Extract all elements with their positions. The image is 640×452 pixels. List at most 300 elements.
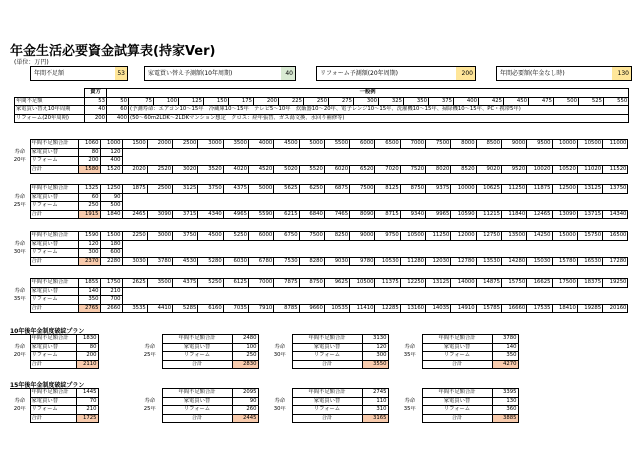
value-cell: 7910: [248, 304, 273, 313]
blank-cell: [375, 193, 400, 202]
value-cell: 150: [204, 97, 229, 106]
value-cell: 9340: [400, 210, 425, 219]
value-cell: 200: [254, 97, 279, 106]
blank-cell: [122, 193, 147, 202]
value-cell: 3520: [198, 165, 223, 174]
value-cell: 8715: [375, 210, 400, 219]
row-label: 家電買い替: [422, 397, 492, 406]
value-cell: 110: [362, 397, 388, 406]
row-label: 家電買い替: [292, 343, 362, 352]
row-label: 年間不足額合計: [30, 335, 76, 344]
value-cell: 300: [354, 97, 379, 106]
blank-cell: [552, 287, 577, 296]
blank-cell: [299, 296, 324, 305]
value-cell: 5250: [198, 279, 223, 288]
blank-cell: [501, 287, 526, 296]
blank-cell: [198, 249, 223, 258]
row-label: リフォーム: [30, 157, 78, 166]
blank-cell: [173, 287, 198, 296]
blank-cell: [476, 148, 501, 157]
plan10-table: [398, 334, 519, 369]
value-cell: 200: [85, 114, 107, 123]
blank-cell: [198, 202, 223, 211]
value-cell: 2830: [232, 360, 258, 369]
blank-cell: [400, 193, 425, 202]
value-cell: 1590: [78, 232, 100, 241]
blank-cell: [527, 157, 552, 166]
row-label: 合計: [292, 414, 362, 423]
value-cell: 16500: [603, 232, 628, 241]
plan15-table: [398, 388, 519, 423]
value-cell: 2745: [362, 389, 388, 398]
input-value[interactable]: 130: [612, 67, 631, 80]
blank-cell: [451, 148, 476, 157]
blank-cell: [603, 148, 628, 157]
blank-cell: [274, 296, 299, 305]
blank-cell: [122, 296, 147, 305]
age-label: 20年: [13, 406, 26, 413]
value-cell: 12030: [426, 257, 451, 266]
value-cell: 9520: [501, 165, 526, 174]
value-cell: 1520: [100, 165, 122, 174]
value-cell: 3130: [362, 335, 388, 344]
blank-cell: [147, 148, 172, 157]
value-cell: 13500: [501, 232, 526, 241]
value-cell: 1580: [78, 165, 100, 174]
blank-cell: [476, 249, 501, 258]
blank-cell: [451, 249, 476, 258]
blank-cell: [375, 287, 400, 296]
blank-cell: [173, 193, 198, 202]
value-cell: 13160: [400, 304, 425, 313]
blank-cell: [501, 148, 526, 157]
blank-cell: [476, 296, 501, 305]
blank-cell: [577, 296, 602, 305]
blank-cell: [375, 296, 400, 305]
blank-cell: [603, 296, 628, 305]
value-cell: 5020: [274, 165, 299, 174]
life-label: 寿命: [14, 148, 26, 155]
value-cell: 4965: [223, 210, 248, 219]
plan15-title: 15年後年金制度破綻プラン: [10, 382, 85, 389]
blank-cell: [268, 360, 292, 369]
blank-cell: [426, 296, 451, 305]
value-cell: 20160: [603, 304, 628, 313]
input-label: 家電買い替え予測額(10年周期): [145, 67, 283, 80]
header-general: 一般例: [107, 89, 629, 98]
blank-cell: [248, 148, 273, 157]
blank-cell: [198, 296, 223, 305]
value-cell: 8250: [324, 232, 349, 241]
age-label: 35年: [403, 406, 416, 413]
value-cell: 7530: [274, 257, 299, 266]
blank-cell: [603, 157, 628, 166]
value-cell: 1000: [100, 140, 122, 149]
value-cell: 2000: [147, 140, 172, 149]
blank-cell: [398, 360, 422, 369]
value-cell: 3000: [198, 140, 223, 149]
value-cell: 90: [100, 193, 122, 202]
value-cell: 7520: [400, 165, 425, 174]
blank-cell: [375, 249, 400, 258]
block-table-35: [10, 278, 628, 313]
input-value[interactable]: 200: [456, 67, 475, 80]
row-label: 合計: [30, 360, 76, 369]
blank-cell: [400, 157, 425, 166]
value-cell: 16530: [577, 257, 602, 266]
value-cell: 6000: [350, 140, 375, 149]
blank-cell: [147, 287, 172, 296]
value-cell: 7000: [248, 279, 273, 288]
blank-cell: [603, 287, 628, 296]
blank-cell: [299, 193, 324, 202]
value-cell: 1445: [76, 389, 98, 398]
value-cell: 5000: [299, 140, 324, 149]
input-value[interactable]: 53: [115, 67, 127, 80]
value-cell: 9780: [350, 257, 375, 266]
blank-cell: [274, 148, 299, 157]
value-cell: 19285: [577, 304, 602, 313]
blank-cell: [198, 287, 223, 296]
value-cell: 40: [85, 106, 107, 115]
value-cell: 13125: [577, 185, 602, 194]
value-cell: 7500: [426, 140, 451, 149]
value-cell: 75: [129, 97, 154, 106]
blank-cell: [577, 148, 602, 157]
input-annual-need[interactable]: [496, 66, 632, 81]
blank-cell: [122, 287, 147, 296]
blank-cell: [527, 249, 552, 258]
value-cell: 180: [100, 240, 122, 249]
row-label: 家電買い替: [30, 240, 78, 249]
value-cell: 2370: [78, 257, 100, 266]
age-label: 25年: [13, 202, 26, 209]
value-cell: 6250: [299, 185, 324, 194]
value-cell: 3780: [147, 257, 172, 266]
blank-cell: [426, 148, 451, 157]
value-cell: 14875: [476, 279, 501, 288]
value-cell: 2500: [147, 185, 172, 194]
row-label: 家電買い替: [30, 397, 76, 406]
blank-cell: [274, 193, 299, 202]
value-cell: 10520: [552, 165, 577, 174]
life-label: 寿命: [144, 343, 156, 350]
plan10-table: [10, 334, 99, 369]
input-label: リフォーム予測額(20年周期): [317, 67, 457, 80]
value-cell: 3020: [173, 165, 198, 174]
blank-cell: [122, 148, 147, 157]
blank-cell: [451, 287, 476, 296]
blank-cell: [552, 157, 577, 166]
plan15-table: [268, 388, 389, 423]
blank-cell: [350, 249, 375, 258]
value-cell: 2480: [232, 335, 258, 344]
row-label: 合計: [30, 210, 78, 219]
plan15-table: [138, 388, 259, 423]
value-cell: 2465: [122, 210, 147, 219]
value-cell: 10500: [400, 232, 425, 241]
value-cell: 3500: [223, 140, 248, 149]
value-cell: 7020: [375, 165, 400, 174]
blank-cell: [577, 287, 602, 296]
value-cell: 10625: [476, 185, 501, 194]
value-cell: 1725: [76, 414, 98, 423]
blank-cell: [10, 389, 30, 398]
value-cell: 200: [76, 352, 98, 361]
row-label: 合計: [30, 414, 76, 423]
row-label: 年間不足額合計: [292, 335, 362, 344]
value-cell: 400: [107, 114, 129, 123]
value-cell: 4500: [198, 232, 223, 241]
blank-cell: [324, 157, 349, 166]
blank-cell: [10, 185, 30, 194]
row-label: リフォーム: [30, 249, 78, 258]
value-cell: 9000: [350, 232, 375, 241]
blank-cell: [398, 389, 422, 398]
age-label: 35年: [13, 296, 26, 303]
blank-cell: [603, 202, 628, 211]
blank-cell: [122, 240, 147, 249]
value-cell: 250: [232, 352, 258, 361]
value-cell: 400: [454, 97, 479, 106]
row-label: 年間不足額合計: [162, 335, 232, 344]
value-cell: 17535: [527, 304, 552, 313]
blank-cell: [274, 249, 299, 258]
blank-cell: [15, 89, 85, 98]
row-label: 家電買い替え10年周期: [15, 106, 85, 115]
value-cell: 8280: [299, 257, 324, 266]
blank-cell: [527, 287, 552, 296]
value-cell: 14280: [501, 257, 526, 266]
value-cell: 6160: [198, 304, 223, 313]
input-appliance[interactable]: [144, 66, 296, 81]
value-cell: 1750: [100, 279, 122, 288]
blank-cell: [248, 202, 273, 211]
value-cell: 4270: [492, 360, 518, 369]
input-annual-shortfall[interactable]: [30, 66, 128, 81]
blank-cell: [147, 202, 172, 211]
row-label: 年間不足額合計: [30, 185, 78, 194]
value-cell: 4530: [173, 257, 198, 266]
value-cell: 12000: [451, 232, 476, 241]
value-cell: 5625: [274, 185, 299, 194]
blank-cell: [527, 193, 552, 202]
blank-cell: [603, 193, 628, 202]
value-cell: 3535: [122, 304, 147, 313]
value-cell: 450: [504, 97, 529, 106]
value-cell: 1915: [78, 210, 100, 219]
blank-cell: [426, 287, 451, 296]
blank-cell: [198, 148, 223, 157]
blank-cell: [501, 249, 526, 258]
age-label: 25年: [143, 406, 156, 413]
blank-cell: [299, 202, 324, 211]
blank-cell: [476, 240, 501, 249]
value-cell: 125: [179, 97, 204, 106]
blank-cell: [147, 296, 172, 305]
life-label: 寿命: [14, 343, 26, 350]
value-cell: 325: [379, 97, 404, 106]
blank-cell: [10, 165, 30, 174]
value-cell: 12750: [476, 232, 501, 241]
value-cell: 14250: [527, 232, 552, 241]
life-label: 寿命: [14, 240, 26, 247]
value-cell: 18410: [552, 304, 577, 313]
row-label: 家電買い替: [162, 397, 232, 406]
blank-cell: [603, 240, 628, 249]
blank-cell: [426, 157, 451, 166]
blank-cell: [198, 240, 223, 249]
value-cell: 7465: [324, 210, 349, 219]
blank-cell: [173, 202, 198, 211]
blank-cell: [451, 296, 476, 305]
value-cell: 7875: [274, 279, 299, 288]
plan10-title: 10年後年金制度破綻プラン: [10, 328, 85, 335]
row-label: 家電買い替: [30, 287, 78, 296]
value-cell: 6500: [375, 140, 400, 149]
value-cell: 3030: [122, 257, 147, 266]
value-cell: 12250: [400, 279, 425, 288]
blank-cell: [10, 210, 30, 219]
value-cell: 18375: [577, 279, 602, 288]
value-cell: 4500: [274, 140, 299, 149]
value-cell: 4520: [248, 165, 273, 174]
blank-cell: [350, 148, 375, 157]
blank-cell: [223, 249, 248, 258]
value-cell: 175: [229, 97, 254, 106]
blank-cell: [274, 240, 299, 249]
row-label: 合計: [292, 360, 362, 369]
blank-cell: [577, 157, 602, 166]
row-label: 合計: [30, 257, 78, 266]
blank-cell: [501, 296, 526, 305]
value-cell: 260: [232, 406, 258, 415]
blank-cell: [138, 389, 162, 398]
value-cell: 13715: [577, 210, 602, 219]
value-cell: 100: [232, 343, 258, 352]
value-cell: 10500: [350, 279, 375, 288]
blank-cell: [274, 287, 299, 296]
blank-cell: [10, 335, 30, 344]
value-cell: 11840: [501, 210, 526, 219]
value-cell: 350: [78, 296, 100, 305]
value-cell: 500: [100, 202, 122, 211]
row-label: 年間不足額合計: [422, 389, 492, 398]
value-cell: 120: [100, 148, 122, 157]
blank-cell: [350, 202, 375, 211]
value-cell: 8020: [426, 165, 451, 174]
blank-cell: [299, 287, 324, 296]
blank-cell: [375, 157, 400, 166]
value-cell: 14340: [603, 210, 628, 219]
value-cell: 3750: [198, 185, 223, 194]
value-cell: 5590: [248, 210, 273, 219]
value-cell: 425: [479, 97, 504, 106]
value-cell: 140: [492, 343, 518, 352]
value-cell: 11375: [375, 279, 400, 288]
blank-cell: [552, 193, 577, 202]
value-cell: 70: [76, 397, 98, 406]
value-cell: 4020: [223, 165, 248, 174]
blank-cell: [350, 193, 375, 202]
blank-cell: [248, 287, 273, 296]
blank-cell: [198, 193, 223, 202]
blank-cell: [527, 202, 552, 211]
age-label: 30年: [13, 249, 26, 256]
value-cell: 13750: [603, 185, 628, 194]
value-cell: 7035: [223, 304, 248, 313]
value-cell: 1250: [100, 185, 122, 194]
blank-cell: [10, 257, 30, 266]
blank-cell: [400, 202, 425, 211]
value-cell: 11280: [400, 257, 425, 266]
value-cell: 11410: [350, 304, 375, 313]
value-cell: 8750: [299, 279, 324, 288]
blank-cell: [10, 360, 30, 369]
value-cell: 15000: [552, 232, 577, 241]
row-label: リフォーム: [162, 406, 232, 415]
row-label: 家電買い替: [30, 193, 78, 202]
value-cell: 6780: [248, 257, 273, 266]
value-cell: 7500: [350, 185, 375, 194]
value-cell: 9000: [501, 140, 526, 149]
value-cell: 375: [429, 97, 454, 106]
blank-cell: [552, 240, 577, 249]
blank-cell: [350, 296, 375, 305]
value-cell: 475: [529, 97, 554, 106]
value-cell: 1060: [78, 140, 100, 149]
value-cell: 9375: [426, 185, 451, 194]
value-cell: 9625: [324, 279, 349, 288]
value-cell: 10500: [577, 140, 602, 149]
value-cell: 2625: [122, 279, 147, 288]
row-label: 合計: [30, 165, 78, 174]
value-cell: 12500: [552, 185, 577, 194]
value-cell: 5500: [324, 140, 349, 149]
blank-cell: [223, 202, 248, 211]
blank-cell: [324, 193, 349, 202]
blank-cell: [147, 249, 172, 258]
value-cell: 3000: [147, 232, 172, 241]
input-reform[interactable]: [316, 66, 476, 81]
blank-cell: [527, 148, 552, 157]
blank-cell: [223, 157, 248, 166]
value-cell: 210: [76, 406, 98, 415]
value-cell: 3750: [173, 232, 198, 241]
blank-cell: [10, 140, 30, 149]
value-cell: 350: [404, 97, 429, 106]
value-cell: 50: [107, 97, 129, 106]
value-cell: 130: [492, 397, 518, 406]
value-cell: 2280: [100, 257, 122, 266]
value-cell: 1855: [78, 279, 100, 288]
value-cell: 11020: [577, 165, 602, 174]
value-cell: 400: [100, 157, 122, 166]
value-cell: 4375: [173, 279, 198, 288]
row-label: リフォーム: [30, 296, 78, 305]
blank-cell: [173, 148, 198, 157]
blank-cell: [147, 193, 172, 202]
value-cell: 5000: [248, 185, 273, 194]
unit-label: (単位：万円): [14, 59, 49, 66]
blank-cell: [577, 193, 602, 202]
row-label: 年間不足額合計: [30, 389, 76, 398]
value-cell: 19250: [603, 279, 628, 288]
value-cell: 6875: [324, 185, 349, 194]
input-value[interactable]: 40: [281, 67, 295, 80]
value-cell: 3550: [362, 360, 388, 369]
value-cell: 8125: [375, 185, 400, 194]
